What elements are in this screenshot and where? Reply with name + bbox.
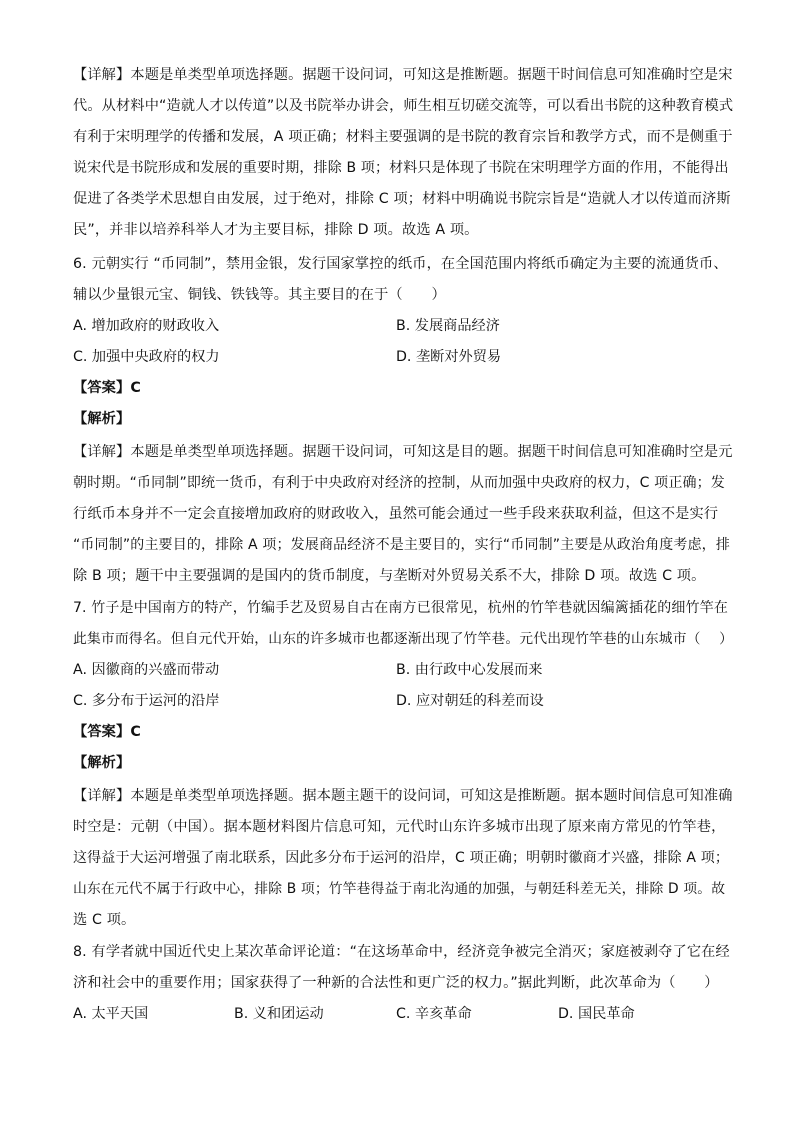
detail-line: 民”，并非以培养科举人才为主要目标，排除 D 项。故选 A 项。 (73, 222, 479, 238)
q7-detail-line: 时空是：元朝（中国）。据本题材料图片信息可知，元代时山东许多城市出现了原来南方常见的竹竿巷， (73, 819, 726, 835)
q8-option-d: D. 国民革命 (558, 1006, 635, 1022)
q7-detail-line: 这得益于大运河增强了南北联系，因此多分布于运河的沿岸，C 项正确；明朝时徽商才兴盛，排除 A 项； (73, 850, 730, 866)
q7-detail-line: 【详解】本题是单类型单项选择题。据本题主题干的设问词，可知这是推断题。据本题时间信息可知准确 (73, 788, 733, 804)
q6-detail-line: 行纸币本身并不一定会直接增加政府的财政收入，虽然可能会通过一些手段来获取利益，但这不是实行 (73, 506, 719, 522)
question-8-stem: 济和社会中的重要作用；国家获得了一种新的合法性和更广泛的权力。”据此判断，此次革命为（ ） (73, 975, 719, 991)
question-7-stem: 7. 竹子是中国南方的特产，竹编手艺及贸易自古在南方已很常见，杭州的竹竿巷就因编篱插花的细竹竿在 (73, 600, 729, 616)
q7-answer: 【答案】C (73, 724, 141, 740)
detail-line: 代。从材料中“造就人才以传道”以及书院举办讲会，师生相互切磋交流等，可以看出书院的这种教育模式 (73, 98, 734, 114)
q6-detail-line: “币同制”的主要目的，排除 A 项；发展商品经济不是主要目的，实行“币同制”主要是从政治角度考虑，排 (73, 537, 730, 553)
q8-option-b: B. 义和团运动 (234, 1006, 324, 1022)
detail-line: 有利于宋明理学的传播和发展，A 项正确；材料主要强调的是书院的教育宗旨和教学方式，而不是侧重于 (73, 129, 733, 145)
q6-answer: 【答案】C (73, 380, 141, 396)
q7-detail-line: 选 C 项。 (73, 912, 136, 928)
q6-detail-line: 【详解】本题是单类型单项选择题。据题干设问词，可知这是目的题。据题干时间信息可知准确时空是元 (73, 444, 733, 460)
q7-option-c: C. 多分布于运河的沿岸 (73, 693, 220, 709)
question-8-stem: 8. 有学者就中国近代史上某次革命评论道：“在这场革命中，经济竞争被完全消灭；家庭被剥夺了它在经 (73, 944, 730, 960)
q7-analysis-label: 【解析】 (73, 755, 131, 771)
detail-line: 促进了各类学术思想自由发展，过于绝对，排除 C 项；材料中明确说书院宗旨是“造就人才以传道而济斯 (73, 191, 731, 207)
q7-option-a: A. 因徽商的兴盛而带动 (73, 662, 220, 678)
q6-detail-line: 除 B 项；题干中主要强调的是国内的货币制度，与垄断对外贸易关系不大，排除 D 项。故选 C 项。 (73, 568, 706, 584)
question-7-stem: 此集市而得名。但自元代开始，山东的许多城市也都逐渐出现了竹竿巷。元代出现竹竿巷的山东城市（ ） (73, 631, 734, 647)
q7-option-b: B. 由行政中心发展而来 (396, 662, 543, 678)
q8-option-a: A. 太平天国 (73, 1006, 149, 1022)
q6-option-a: A. 增加政府的财政收入 (73, 318, 220, 334)
q6-analysis-label: 【解析】 (73, 411, 131, 427)
q6-detail-line: 朝时期。“币同制”即统一货币，有利于中央政府对经济的控制，从而加强中央政府的权力，C 项正确；发 (73, 475, 725, 491)
q7-detail-line: 山东在元代不属于行政中心，排除 B 项；竹竿巷得益于南北沟通的加强，与朝廷科差无关，排除 D 项。故 (73, 881, 726, 897)
q7-option-d: D. 应对朝廷的科差而设 (396, 693, 544, 709)
q8-option-c: C. 辛亥革命 (396, 1006, 472, 1022)
question-6-stem: 辅以少量银元宝、铜钱、铁钱等。其主要目的在于（ ） (73, 287, 446, 303)
detail-line: 说宋代是书院形成和发展的重要时期，排除 B 项；材料只是体现了书院在宋明理学方面的作用，不能得出 (73, 160, 729, 176)
q6-option-d: D. 垄断对外贸易 (396, 349, 502, 365)
q6-option-b: B. 发展商品经济 (396, 318, 500, 334)
q6-option-c: C. 加强中央政府的权力 (73, 349, 220, 365)
question-6-stem: 6. 元朝实行 “币同制”，禁用金银，发行国家掌控的纸币，在全国范围内将纸币确定为主要的流通货币、 (73, 256, 728, 272)
detail-line: 【详解】本题是单类型单项选择题。据题干设问词，可知这是推断题。据题干时间信息可知准确时空是宋 (73, 67, 733, 83)
